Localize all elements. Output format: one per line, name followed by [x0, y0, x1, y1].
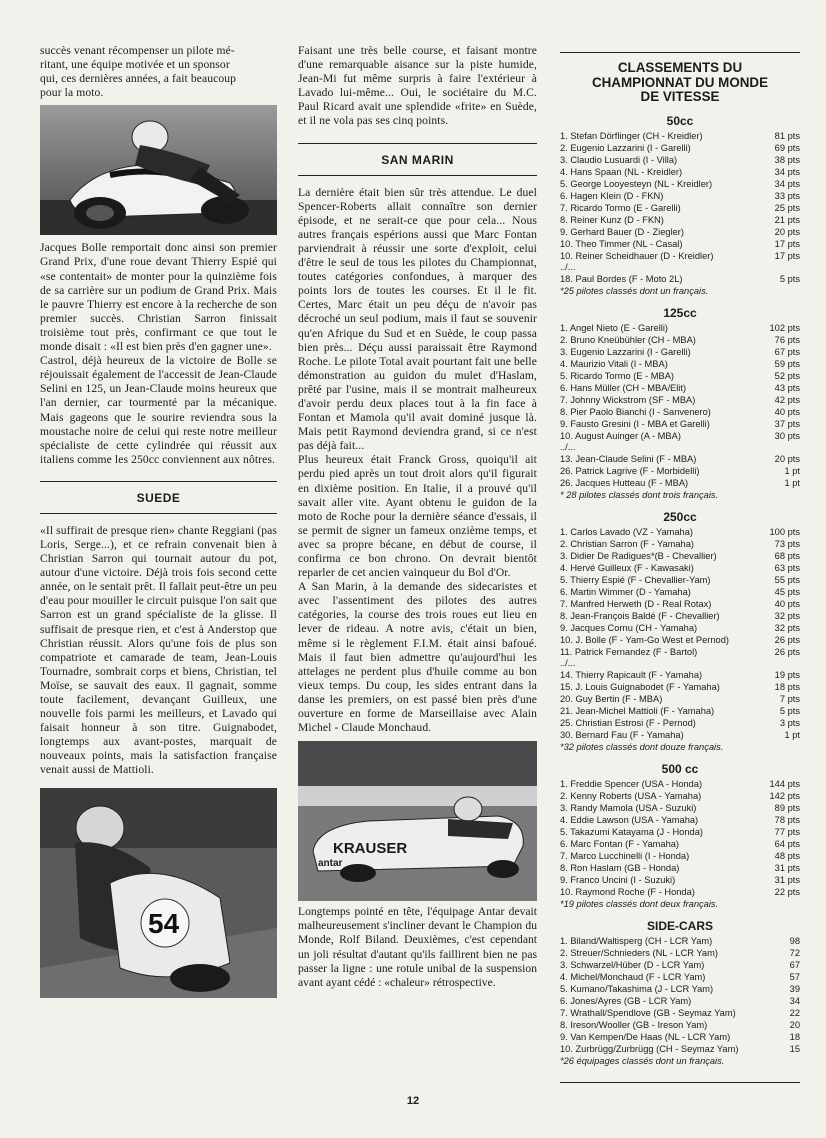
standings-row — [560, 874, 800, 886]
rider-name: 14. Thierry Rapicault (F - Yamaha) — [560, 669, 703, 680]
standings-row — [560, 729, 800, 741]
standings-row — [560, 971, 800, 983]
rider-points: 64 pts — [774, 838, 800, 849]
column-middle — [298, 44, 537, 990]
standings-row — [560, 250, 800, 262]
standings-class-block — [560, 306, 800, 501]
rider-name: 30. Bernard Fau (F - Yamaha) — [560, 729, 684, 740]
rider-name: 8. Jean-François Baldé (F - Chevallier) — [560, 610, 720, 621]
rider-points: 1 pt — [784, 477, 800, 488]
rider-name: 7. Wrathall/Spendlove (GB - Seymaz Yam) — [560, 1007, 736, 1018]
standings-row — [560, 705, 800, 717]
rider-name: 7. Ricardo Tormo (E - Garelli) — [560, 202, 681, 213]
rider-points: 81 pts — [774, 130, 800, 141]
rider-name: 3. Didier De Radigues*(B - Chevallier) — [560, 550, 717, 561]
standings-row — [560, 465, 800, 477]
rider-points: 32 pts — [774, 622, 800, 633]
standings-row — [560, 1043, 800, 1055]
standings-class-title: 500 cc — [661, 761, 699, 776]
rider-name: 5. Takazumi Katayama (J - Honda) — [560, 826, 703, 837]
standings-row — [560, 477, 800, 489]
standings-row — [560, 1007, 800, 1019]
rider-name: 15. J. Louis Guignabodet (F - Yamaha) — [560, 681, 720, 692]
section-title-san-marin: SAN MARIN — [298, 143, 537, 176]
rider-name: 7. Johnny Wickstrom (SF - MBA) — [560, 394, 696, 405]
standings-class-note: *25 pilotes classés dont un français. — [560, 285, 709, 296]
rider-points: 30 pts — [774, 430, 800, 441]
rider-name: 11. Patrick Fernandez (F - Bartol) — [560, 646, 698, 657]
rider-points: 102 pts — [769, 322, 800, 333]
standings-row — [560, 983, 800, 995]
rider-cornering-illustration — [40, 105, 277, 235]
rider-name: 2. Streuer/Schnieders (NL - LCR Yam) — [560, 947, 718, 958]
rider-points: 34 pts — [774, 166, 800, 177]
rider-points: 142 pts — [769, 790, 800, 801]
rider-name: 1. Carlos Lavado (VZ - Yamaha) — [560, 526, 693, 537]
standings-row — [560, 669, 800, 681]
rider2-number: 54 — [148, 907, 180, 939]
rider-points: 40 pts — [774, 598, 800, 609]
standings-column — [560, 52, 800, 1067]
rider-name: 10. Zurbrügg/Zurbrügg (CH - Seymaz Yam) — [560, 1043, 739, 1054]
rider-points: 26 pts — [774, 634, 800, 645]
rider-name: 5. Ricardo Tormo (E - MBA) — [560, 370, 674, 381]
rider-points: 18 — [789, 1031, 800, 1042]
section-title-suede: SUEDE — [40, 481, 277, 514]
standings-row — [560, 610, 800, 622]
rider-points: 26 pts — [774, 646, 800, 657]
rider-points: 144 pts — [769, 778, 800, 789]
standings-row — [560, 634, 800, 646]
standings-list — [560, 114, 800, 1067]
standings-row — [560, 273, 800, 285]
rider-points: 1 pt — [784, 465, 800, 476]
rider-name: 8. Ireson/Wooller (GB - Ireson Yam) — [560, 1019, 708, 1030]
rider-points: 3 pts — [779, 717, 800, 728]
sidecar-photo-caption: Longtemps pointé en tête, l'équipage Antar devait malheureusement s'incliner devant le Champion du Monde, Rolf Biland. Deuxièmes, c'est cependant un joli résultat d'autant qu'ils faillirent bien ne pas passer la ligne : une rotule unibal de la suspension avant ayant cédé : «chaleur» rétrospective. — [298, 905, 537, 989]
standings-class-note: *32 pilotes classés dont douze français. — [560, 741, 724, 752]
standings-row — [560, 622, 800, 634]
rider-name: 10. August Auinger (A - MBA) — [560, 430, 681, 441]
rider-points: 89 pts — [774, 802, 800, 813]
standings-row — [560, 814, 800, 826]
rider-name: 3. Schwarzel/Hüber (D - LCR Yam) — [560, 959, 705, 970]
standings-row — [560, 154, 800, 166]
standings-class-title: 125cc — [663, 305, 697, 320]
standings-row — [560, 586, 800, 598]
standings-row — [560, 358, 800, 370]
standings-row — [560, 850, 800, 862]
rider-name: 10. J. Bolle (F - Yam-Go West et Pernod) — [560, 634, 729, 645]
rider-points: 77 pts — [774, 826, 800, 837]
rider-points: 98 — [789, 935, 800, 946]
standings-row — [560, 430, 800, 442]
rider-points: 19 pts — [774, 669, 800, 680]
rider-name: 10. Reiner Scheidhauer (D - Kreidler) — [560, 250, 714, 261]
rider-name: 9. Gerhard Bauer (D - Ziegler) — [560, 226, 685, 237]
standings-row — [560, 562, 800, 574]
rider-name: 7. Marco Lucchinelli (I - Honda) — [560, 850, 690, 861]
standings-class-title: 50cc — [666, 113, 694, 128]
rider-points: 59 pts — [774, 358, 800, 369]
standings-row — [560, 790, 800, 802]
motorcycle-photo-2 — [40, 788, 277, 998]
rider-points: 68 pts — [774, 550, 800, 561]
standings-row — [560, 346, 800, 358]
rider-points: 15 — [789, 1043, 800, 1054]
standings-row — [560, 238, 800, 250]
standings-row — [560, 959, 800, 971]
standings-row — [560, 935, 800, 947]
rider-points: 34 pts — [774, 178, 800, 189]
standings-class-title: 250cc — [663, 509, 697, 524]
rider-points: 100 pts — [769, 526, 800, 537]
standings-class-block — [560, 510, 800, 753]
standings-row — [560, 166, 800, 178]
rider-points: 22 — [789, 1007, 800, 1018]
rider-points: 31 pts — [774, 874, 800, 885]
standings-row — [560, 130, 800, 142]
rider-name: 9. Fausto Gresini (I - MBA et Garelli) — [560, 418, 710, 429]
standings-bottom-rule — [560, 1082, 800, 1083]
standings-row — [560, 778, 800, 790]
rider-name: 4. Hervé Guilleux (F - Kawasaki) — [560, 562, 694, 573]
rider-name: 6. Martin Wimmer (D - Yamaha) — [560, 586, 691, 597]
rider-points: 72 — [789, 947, 800, 958]
article-intro-text: succès venant récompenser un pilote mé- ritant, une équipe motivée et un sponsor qui, ces dernières années, a fait beaucoup pour la moto. — [40, 44, 237, 100]
standings-row — [560, 838, 800, 850]
article-mattioli-text: Faisant une très belle course, et faisant montre d'une remarquable aisance sur la piste humide, Jean-Mi fut même surpris à faire l'extérieur à Lavado lui-même... Oui, le sociétaire du M.C. Paul Ricard avait une splendide «frite» en Suède, et il ne vola pas ses cinq points. — [298, 44, 537, 128]
rider-name: 6. Hans Müller (CH - MBA/Elit) — [560, 382, 687, 393]
standings-ellipsis: ../... — [560, 261, 576, 272]
rider-name: 10. Raymond Roche (F - Honda) — [560, 886, 695, 897]
rider-points: 18 pts — [774, 681, 800, 692]
rider-points: 1 pt — [784, 729, 800, 740]
standings-row — [560, 322, 800, 334]
rider-points: 39 — [789, 983, 800, 994]
article-suede-text: «Il suffirait de presque rien» chante Reggiani (pas Loris, Serge...), et ce refrain convenait bien à Christian Sarron qui tournait autour du pot, autour d'une victoire. Déjà trois fois second cette année, on le sentait prêt. Il fallait peut-être un peu d'eau pour mouiller le circuit puisque l'on sait que Sarron est un grand spécialiste de la glisse. Il suffisait de presque rien, et c'est à Anderstop que Christian réussit. Alors qu'une fois de plus son compatriote et camarade de team, Jean-Louis Tournadre, sombrait corps et biens, Christian, tel Moïse, se sauvait des eaux. Il gagnait, somme toute facilement, devançant Guilleux, une nouvelle fois parmi les meilleurs, et Lavado qui faisait honneur à son titre. Guignabodet, longtemps aux avant-postes, marquait de nouveaux points, mais la satisfaction française venait aussi de Mattioli. — [40, 523, 278, 777]
rider-name: 26. Jacques Hutteau (F - MBA) — [560, 477, 689, 488]
rider-points: 43 pts — [774, 382, 800, 393]
rider-points: 17 pts — [774, 238, 800, 249]
standings-row — [560, 406, 800, 418]
rider-points: 7 pts — [779, 693, 800, 704]
rider-name: 2. Kenny Roberts (USA - Yamaha) — [560, 790, 702, 801]
standings-row — [560, 334, 800, 346]
standings-class-block — [560, 919, 800, 1067]
rider-name: 2. Christian Sarron (F - Yamaha) — [560, 538, 694, 549]
rider-points: 42 pts — [774, 394, 800, 405]
standings-class-note: *19 pilotes classés dont deux français. — [560, 898, 719, 909]
standings-class-block — [560, 114, 800, 297]
motorcycle-photo-1 — [40, 105, 277, 235]
rider-points: 5 pts — [779, 705, 800, 716]
antar-sign: antar — [318, 858, 343, 870]
standings-row — [560, 1019, 800, 1031]
rider-name: 3. Randy Mamola (USA - Suzuki) — [560, 802, 697, 813]
rider-points: 67 pts — [774, 346, 800, 357]
rider-points: 17 pts — [774, 250, 800, 261]
rider-name: 20. Guy Bertin (F - MBA) — [560, 693, 663, 704]
rider-name: 1. Freddie Spencer (USA - Honda) — [560, 778, 703, 789]
rider-points: 52 pts — [774, 370, 800, 381]
krauser-sign: KRAUSER — [333, 840, 408, 858]
rider-points: 33 pts — [774, 190, 800, 201]
rider-name: 4. Michel/Monchaud (F - LCR Yam) — [560, 971, 706, 982]
rider-points: 20 pts — [774, 453, 800, 464]
standings-row — [560, 190, 800, 202]
rider-points: 25 pts — [774, 202, 800, 213]
standings-row — [560, 717, 800, 729]
standings-row — [560, 646, 800, 658]
standings-row — [560, 598, 800, 610]
rider-name: 26. Patrick Lagrive (F - Morbidelli) — [560, 465, 700, 476]
standings-row — [560, 394, 800, 406]
rider-name: 2. Bruno Kneübühler (CH - MBA) — [560, 334, 696, 345]
rider-name: 10. Theo Timmer (NL - Casal) — [560, 238, 683, 249]
rider-name: 9. Franco Uncini (I - Suzuki) — [560, 874, 676, 885]
standings-row — [560, 418, 800, 430]
article-san-marin-text: La dernière était bien sûr très attendue. Le duel Spencer-Roberts allait connaître son dernier épisode, et ne serait-ce que pour cela... Nous autres français espérions aussi que Marc Fontan parviendrait à réussir une sorte d'exploit, celui d'être le seul de tous les pilotes du Championnat, toutes catégories confondues, à marquer des points lors de toutes les courses. Et il le fit. Certes, Marc était un peu déçu de n'avoir pas décroché un seul podium, mais il faut se souvenir qu'en Afrique du Sud et en Suède, le coup passa bien près... Déçu aussi paraissait être Raymond Roche. Le pilote Total avait pourtant fait une belle démonstration au guidon du mulet d'Haslam, prêté par l'usine, mais il se montrait malheureux d'avoir perdu deux places tout à la fin face à Fontan et Mamola qu'il avait dominé jusque là. Mais petit Raymond deviendra grand, si ce n'est pas déjà fait... Plus heureux était Franck Gross, quoiqu'il ait perdu pied après un tout droit alors qu'il figurait en dixième position. En Italie, il a prouvé qu'il savait aller vite. Ayant obtenu le guidon de la moto de Roche pour la dernière séance d'essais, il se permit de signer un fameux onzième temps, et avec sa propre bécane, en début de course, il confirma ce bon chrono. On devrait bientôt reparler de cet ancien vainqueur du Bol d'Or. A San Marin, à la demande des sidecaristes et avec l'assentiment des pilotes des autres catégories, la course des trois roues eut lieu en lever de rideau. A notre avis, c'était un bien, même si le règlement F.I.M. était ainsi bafoué. Mais il faut bien admettre qu'aujourd'hui les attelages ne perdent plus d'huile comme au bon vieux temps. Du coup, les sides entrant dans la danse les premiers, on est passé bien près d'une ouverture en forme de Marseillaise avec Alain Michel - Claude Monchaud. — [298, 185, 537, 735]
rider-name: 1. Biland/Waltisperg (CH - LCR Yam) — [560, 935, 713, 946]
sidecar-photo — [298, 741, 537, 901]
standings-row — [560, 382, 800, 394]
standings-row — [560, 178, 800, 190]
rider-points: 57 — [789, 971, 800, 982]
rider-name: 6. Jones/Ayres (GB - LCR Yam) — [560, 995, 692, 1006]
standings-ellipsis: ../... — [560, 657, 576, 668]
rider-points: 34 — [789, 995, 800, 1006]
standings-row — [560, 802, 800, 814]
rider-name: 2. Eugenio Lazzarini (I - Garelli) — [560, 142, 691, 153]
rider-points: 69 pts — [774, 142, 800, 153]
rider-points: 40 pts — [774, 406, 800, 417]
rider-name: 18. Paul Bordes (F - Moto 2L) — [560, 273, 683, 284]
rider-name: 9. Van Kempen/De Haas (NL - LCR Yam) — [560, 1031, 731, 1042]
rider-name: 8. Ron Haslam (GB - Honda) — [560, 862, 680, 873]
article-bolle-text: Jacques Bolle remportait donc ainsi son premier Grand Prix, d'une roue devant Thierry Espié qui «se contentait» de monter pour la quinzième fois de sa carrière sur un podium de Grand Prix. Mais le pauvre Thierry est encore à la recherche de son premier succès. Christian Sarron finissait troisième tout près, confirmant ce que tout le monde disait : «Il est bien près d'en gagner une». Castrol, déjà heureux de la victoire de Bolle se réjouissait également de l'accessit de Jean-Claude Selini en 125, un Jean-Claude moins heureux que l'an dernier, car tourmenté par la mécanique. Mais gageons que le sourire reviendra sous la moustache noire de celui qui reste notre meilleur spécialiste de cette cylindrée qui réussit aux italiens comme les 250cc conviennent aux nôtres. — [40, 241, 277, 466]
standings-row — [560, 453, 800, 465]
rider-name: 5. Thierry Espié (F - Chevallier-Yam) — [560, 574, 711, 585]
standings-row — [560, 214, 800, 226]
rider-name: 5. George Looyesteyn (NL - Kreidler) — [560, 178, 713, 189]
rider-name: 25. Christian Estrosi (F - Pernod) — [560, 717, 696, 728]
rider-name: 8. Reiner Kunz (D - FKN) — [560, 214, 664, 225]
rider-name: 4. Eddie Lawson (USA - Yamaha) — [560, 814, 699, 825]
rider-points: 63 pts — [774, 562, 800, 573]
rider-name: 4. Maurizio Vitali (I - MBA) — [560, 358, 668, 369]
standings-class-title: SIDE-CARS — [646, 918, 713, 933]
rider-points: 78 pts — [774, 814, 800, 825]
standings-row — [560, 574, 800, 586]
rider-points: 5 pts — [779, 273, 800, 284]
rider-points: 32 pts — [774, 610, 800, 621]
standings-row — [560, 526, 800, 538]
rider-points: 48 pts — [774, 850, 800, 861]
rider-name: 6. Hagen Klein (D - FKN) — [560, 190, 664, 201]
standings-row — [560, 370, 800, 382]
rider-points: 55 pts — [774, 574, 800, 585]
column-left — [40, 44, 277, 998]
rider-points: 45 pts — [774, 586, 800, 597]
rider-points: 22 pts — [774, 886, 800, 897]
standings-row — [560, 550, 800, 562]
standings-row — [560, 142, 800, 154]
rider-points: 73 pts — [774, 538, 800, 549]
standings-class-note: * 28 pilotes classés dont trois français. — [560, 489, 719, 500]
rider-name: 13. Jean-Claude Selini (F - MBA) — [560, 453, 697, 464]
rider-points: 20 pts — [774, 226, 800, 237]
sidecar-illustration — [298, 741, 537, 901]
rider-points: 76 pts — [774, 334, 800, 345]
standings-row — [560, 995, 800, 1007]
rider-name: 8. Pier Paolo Bianchi (I - Sanvenero) — [560, 406, 711, 417]
rider-name: 9. Jacques Cornu (CH - Yamaha) — [560, 622, 698, 633]
rider-points: 37 pts — [774, 418, 800, 429]
standings-row — [560, 826, 800, 838]
rider-name: 3. Eugenio Lazzarini (I - Garelli) — [560, 346, 691, 357]
page-number: 12 — [406, 1095, 420, 1107]
rider-name: 6. Marc Fontan (F - Yamaha) — [560, 838, 680, 849]
standings-class-block — [560, 762, 800, 910]
rider-name: 21. Jean-Michel Mattioli (F - Yamaha) — [560, 705, 715, 716]
standings-class-note: *26 équipages classés dont un français. — [560, 1055, 725, 1066]
standings-row — [560, 681, 800, 693]
standings-row — [560, 947, 800, 959]
rider-name: 5. Kumano/Takashima (J - LCR Yam) — [560, 983, 714, 994]
rider-points: 21 pts — [774, 214, 800, 225]
standings-row — [560, 538, 800, 550]
rider-name: 7. Manfred Herweth (D - Real Rotax) — [560, 598, 712, 609]
rider-name: 1. Stefan Dörflinger (CH - Kreidler) — [560, 130, 703, 141]
standings-row — [560, 693, 800, 705]
rider-name: 3. Claudio Lusuardi (I - Villa) — [560, 154, 678, 165]
rider-points: 20 — [789, 1019, 800, 1030]
rider-points: 67 — [789, 959, 800, 970]
standings-title: CLASSEMENTS DU CHAMPIONNAT DU MONDE DE VITESSE — [560, 52, 800, 105]
standings-row — [560, 886, 800, 898]
standings-row — [560, 1031, 800, 1043]
standings-row — [560, 226, 800, 238]
rider-54-illustration — [40, 788, 277, 998]
standings-row — [560, 202, 800, 214]
rider-name: 1. Angel Nieto (E - Garelli) — [560, 322, 668, 333]
standings-row — [560, 862, 800, 874]
standings-ellipsis: ../... — [560, 441, 576, 452]
rider-points: 31 pts — [774, 862, 800, 873]
rider-points: 38 pts — [774, 154, 800, 165]
rider-name: 4. Hans Spaan (NL - Kreidler) — [560, 166, 683, 177]
